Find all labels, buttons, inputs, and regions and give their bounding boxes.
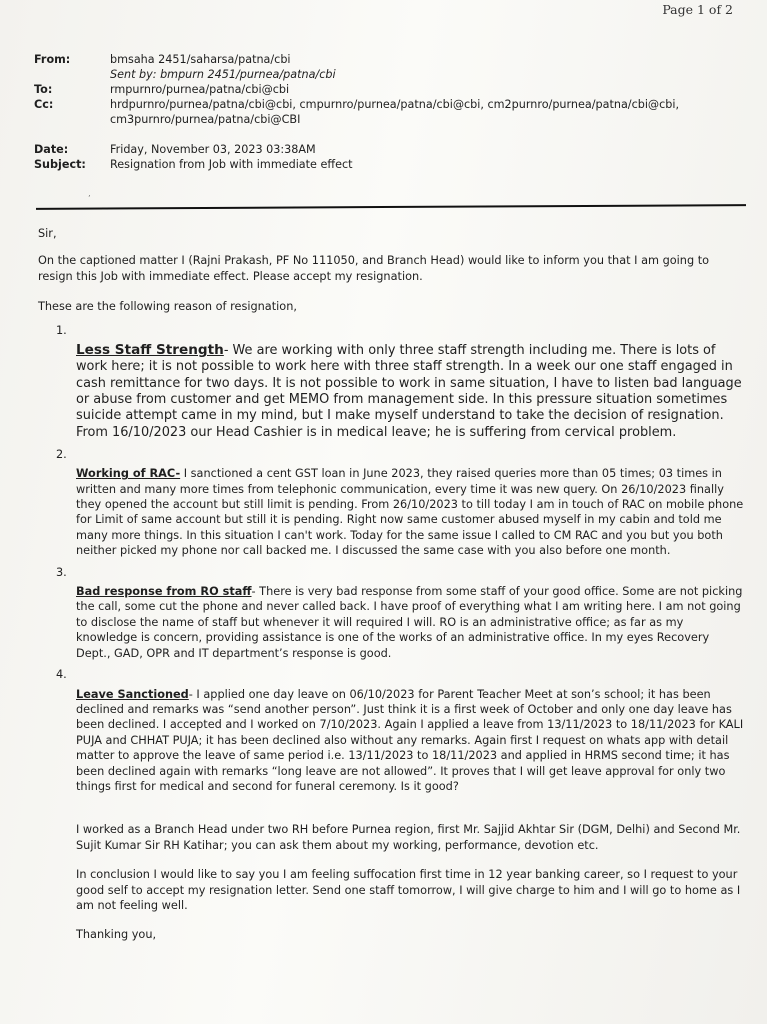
to-row xyxy=(34,82,734,97)
date-value: Friday, November 03, 2023 03:38AM xyxy=(110,143,316,156)
reason-title: Less Staff Strength xyxy=(76,342,224,359)
date-row xyxy=(34,142,734,157)
cc-row xyxy=(34,97,734,112)
reason-text: - I applied one day leave on 06/10/2023 for Parent Teacher Meet at son’s school; it has been declined and remarks was “send another person”. Just think it is a first week of October and only one day leave has been declined. I accepted and I worked on 7/10/2023. Again I applied a leave from 13/11/2023 to 18/11/2023 for KALI PUJA and CHHAT PUJA; it has been declined also without any remarks. Again first I request on whats app with detail matter to approve the leave of same period i.e. 13/11/2023 to 18/11/2023 and applied in HRMS second time; it has been declined again with remarks “long leave are not allowed”. It proves that I will get leave approval for only two things first for medical and second for funeral ceremony. Is it good? xyxy=(76,687,744,793)
reason-title: Bad response from RO staff xyxy=(76,585,252,599)
sent-by-value: Sent by: bmpurn 2451/purnea/patna/cbi xyxy=(110,68,336,81)
header-divider xyxy=(36,204,746,210)
subject-value: Resignation from Job with immediate effect xyxy=(110,158,353,171)
sent-by-row xyxy=(34,67,734,82)
salutation: Sir, xyxy=(38,227,57,240)
from-value: bmsaha 2451/saharsa/patna/cbi xyxy=(110,53,291,66)
intro-paragraph: On the captioned matter I (Rajni Prakash, PF No 111050, and Branch Head) would like to inform you that I am going to resign this Job with immediate effect. Please accept my resignation. xyxy=(38,254,710,283)
email-body xyxy=(38,226,744,957)
reason-item xyxy=(38,447,744,565)
reason-number: 1. xyxy=(56,323,67,337)
print-mark-icon: ’ xyxy=(88,194,91,203)
reasons-intro: These are the following reason of resignation, xyxy=(38,300,297,314)
reason-number: 2. xyxy=(56,447,67,461)
closing-section xyxy=(76,822,744,942)
reason-text: - We are working with only three staff strength including me. There is lots of work here; it is not possible to work here with three staff strength. In a week our one staff engaged in cash remittance for two days. It is not possible to work in same situation, I have to listen bad language or abuse from customer and get MEMO from management side. In this pressure situation sometimes suicide attempt came in my mind, but I make myself understand to take the decision of resignation. From 16/10/2023 our Head Cashier is in medical leave; he is suffering from cervical problem. xyxy=(76,343,742,440)
reason-item xyxy=(38,565,744,667)
cc-value-line1: hrdpurnro/purnea/patna/cbi@cbi, cmpurnro/purnea/patna/cbi@cbi, cm2purnro/purnea/patna/cbi@cbi, xyxy=(110,98,680,111)
reason-item xyxy=(38,667,744,794)
reason-title: Leave Sanctioned xyxy=(76,687,189,701)
reason-text: I sanctioned a cent GST loan in June 2023, they raised queries more than 05 times; 03 times in written and many more times from telephonic communication, every time it was new query. On 26/10/2023 finally they opened the account but still limit is pending. From 26/10/2023 to till today I am in touch of RAC on mobile phone for Limit of same account but still it is pending. Right now same customer abused myself in my cabin and told me many more things. In this situation I can't work. Today for the same issue I called to CM RAC and you but you both neither picked my phone nor call backed me. I discussed the same case with you also before one month. xyxy=(76,467,744,558)
reason-text: - There is very bad response from some staff of your good office. Some are not picking the call, some cut the phone and never called back. I have proof of everything what I am writing here. I am not going to disclose the name of staff but whenever it will required I will. RO is an administrative office; as far as my knowledge is concern, providing assistance is one of the works of an administrative office. In my eyes Recovery Dept., GAD, OPR and IT department’s response is good. xyxy=(76,585,743,660)
page-number: Page 1 of 2 xyxy=(662,2,733,17)
to-label: To: xyxy=(34,83,53,96)
conclusion-paragraph: In conclusion I would like to say you I am feeling suffocation first time in 12 year banking career, so I request to your good self to accept my resignation letter. Send one staff tomorrow, I will give charge to him and I will go to home as I am not feeling well. xyxy=(76,868,741,912)
signoff: Thanking you, xyxy=(76,928,157,942)
reason-item xyxy=(38,323,744,447)
to-value: rmpurnro/purnea/patna/cbi@cbi xyxy=(110,83,290,96)
from-row xyxy=(34,52,734,67)
subject-label: Subject: xyxy=(34,158,86,171)
cc-label: Cc: xyxy=(34,98,54,111)
rh-paragraph: I worked as a Branch Head under two RH before Purnea region, first Mr. Sajjid Akhtar Sir (DGM, Delhi) and Second Mr. Sujit Kumar Sir RH Katihar; you can ask them about my working, performance, devotion etc. xyxy=(76,823,741,852)
from-label: From: xyxy=(34,53,71,66)
cc-value-line2: cm3purnro/purnea/patna/cbi@CBI xyxy=(110,113,301,126)
reason-number: 4. xyxy=(56,668,67,682)
email-header xyxy=(34,52,734,172)
date-label: Date: xyxy=(34,143,69,156)
reason-title: Working of RAC- xyxy=(76,467,181,481)
subject-row xyxy=(34,157,734,172)
reason-number: 3. xyxy=(56,565,67,579)
cc-row-continued xyxy=(34,112,734,127)
